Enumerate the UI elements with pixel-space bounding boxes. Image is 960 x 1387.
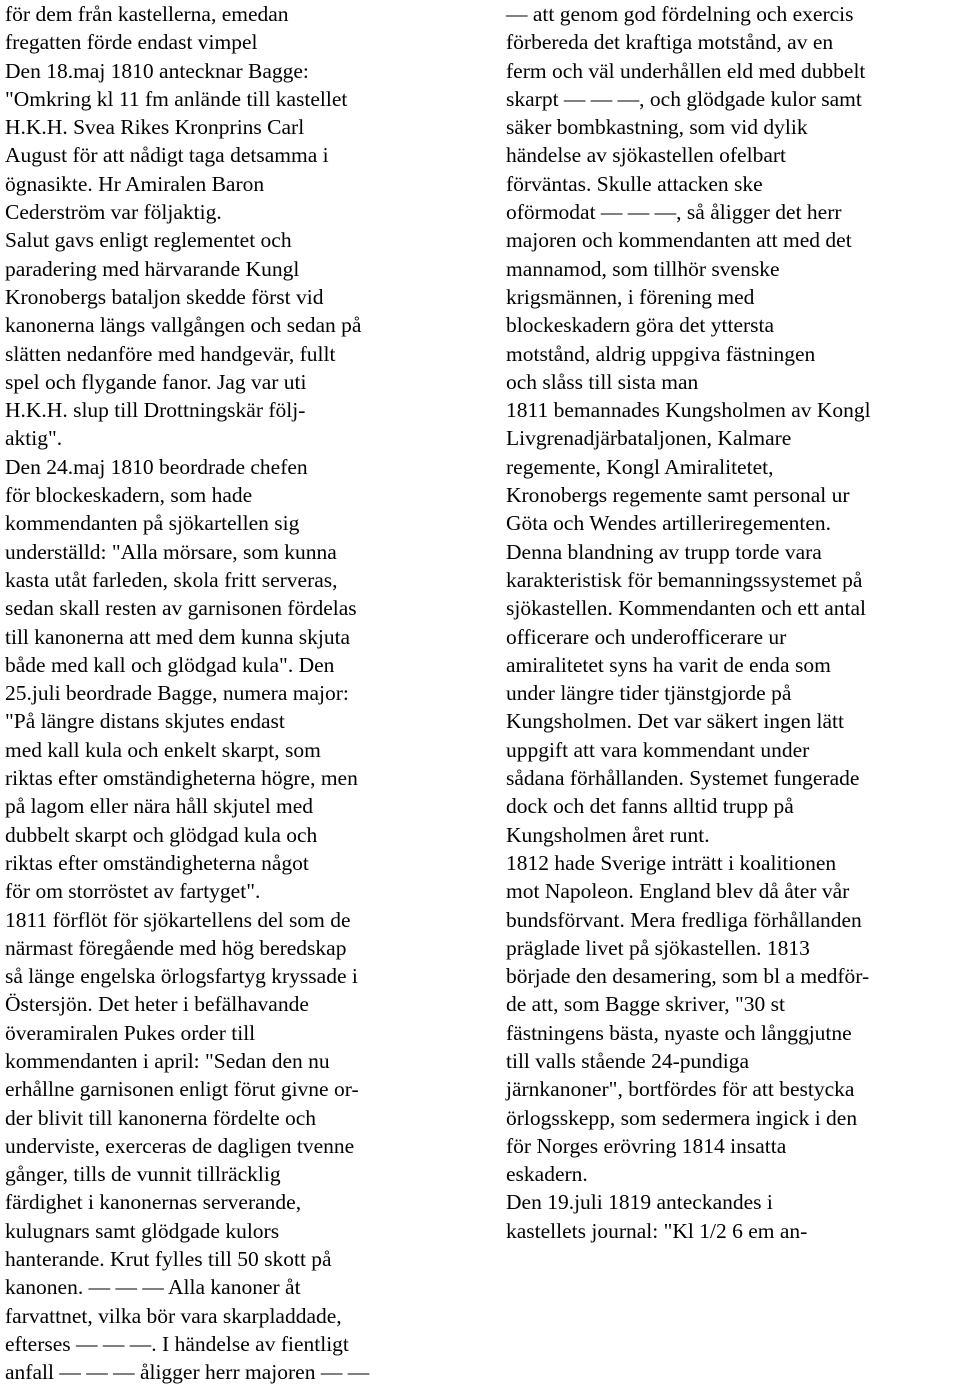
left-column-line: Den 24.maj 1810 beordrade chefen [5,454,308,479]
left-column-line: dubbelt skarpt och glödgad kula och [5,822,318,847]
right-column-line: till valls stående 24-pundiga [506,1048,750,1073]
left-column-line: kanonerna längs vallgången och sedan på [5,313,362,338]
right-column-line: Kungsholmen. Det var säkert ingen lätt [506,709,844,734]
right-column-line: 1812 hade Sverige inträtt i koalitionen [506,850,837,875]
left-column-line: der blivit till kanonerna fördelte och [5,1105,317,1130]
text-column-left [5,0,463,1387]
left-column-line: riktas efter omständigheterna högre, men [5,766,358,791]
left-column-line: spel och flygande fanor. Jag var uti [5,369,307,394]
right-column-line: — att genom god fördelning och exercis [506,2,854,26]
right-column-line: förväntas. Skulle attacken ske [506,171,763,196]
right-column-line: förbereda det kraftiga motstånd, av en [506,30,834,55]
right-column-line: kastellets journal: "Kl 1/2 6 em an- [506,1218,808,1243]
left-column-line: riktas efter omständigheterna något [5,850,309,875]
left-column-line: färdighet i kanonernas serverande, [5,1190,302,1215]
right-column-line: präglade livet på sjökastellen. 1813 [506,935,810,960]
right-column-line: händelse av sjökastellen ofelbart [506,143,786,168]
right-column-line: majoren och kommendanten att med det [506,228,852,253]
left-column-line: Östersjön. Det heter i befälhavande [5,992,309,1017]
right-column-line: Livgrenadjärbataljonen, Kalmare [506,426,792,451]
right-column-line: och slåss till sista man [506,369,699,394]
left-column-line: Den 18.maj 1810 antecknar Bagge: [5,58,309,83]
left-column-line: kommendanten på sjökartellen sig [5,511,300,536]
right-column-line: för Norges erövring 1814 insatta [506,1133,787,1158]
left-column-line: kulugnars samt glödgade kulors [5,1218,280,1243]
right-column-line: Denna blandning av trupp torde vara [506,539,822,564]
right-column-line: motstånd, aldrig uppgiva fästningen [506,341,816,366]
left-column-line: fregatten förde endast vimpel [5,30,258,55]
right-column-line: mannamod, som tillhör svenske [506,256,780,281]
text-column-right [506,0,960,1245]
left-column-line: slätten nedanföre med handgevär, fullt [5,341,336,366]
left-column-line: för om storröstet av fartyget". [5,879,261,904]
left-column-line: efterses — — —. I händelse av fientligt [5,1331,349,1356]
left-column-line: på lagom eller nära håll skjutel med [5,794,314,819]
left-column-line: H.K.H. slup till Drottningskär följ- [5,398,306,423]
right-column-line: mot Napoleon. England blev då åter vår [506,879,850,904]
left-column-line: gånger, tills de vunnit tillräcklig [5,1162,281,1187]
right-column-line: säker bombkastning, som vid dylik [506,115,808,140]
right-column-line: uppgift att vara kommendant under [506,737,810,762]
left-column-line: 25.juli beordrade Bagge, numera major: [5,681,349,706]
left-column-line: August för att nådigt taga detsamma i [5,143,329,168]
right-column-line: officerare och underofficerare ur [506,624,787,649]
right-column-line: oförmodat — — —, så åligger det herr [506,200,842,225]
left-column-line: Cederström var följaktig. [5,200,222,225]
left-column-line: med kall kula och enkelt skarpt, som [5,737,321,762]
left-column-line: underställd: "Alla mörsare, som kunna [5,539,337,564]
left-column-line: Kronobergs bataljon skedde först vid [5,284,324,309]
left-column-line: för dem från kastellerna, emedan [5,2,289,26]
right-column-line: karakteristisk för bemanningssystemet på [506,567,863,592]
left-column-line: både med kall och glödgad kula". Den [5,652,335,677]
left-column-line: paradering med härvarande Kungl [5,256,300,281]
left-column-line: farvattnet, vilka bör vara skarpladdade, [5,1303,342,1328]
right-column-line: Kungsholmen året runt. [506,822,710,847]
left-column-line: ögnasikte. Hr Amiralen Baron [5,171,265,196]
left-column-line: överamiralen Pukes order till [5,1020,256,1045]
left-column-line: sedan skall resten av garnisonen fördelas [5,596,357,621]
left-column-line: anfall — — — åligger herr majoren — — [5,1360,370,1385]
right-column-line: ferm och väl underhållen eld med dubbelt [506,58,866,83]
right-column-line: regemente, Kongl Amiralitetet, [506,454,774,479]
left-column-line: erhållne garnisonen enligt förut givne or- [5,1077,359,1102]
left-column-line: för blockeskadern, som hade [5,483,253,508]
left-column-line: Salut gavs enligt reglementet och [5,228,292,253]
right-column-line: Kronobergs regemente samt personal ur [506,483,850,508]
right-column-line: 1811 bemannades Kungsholmen av Kongl [506,398,871,423]
left-column-line: närmast föregående med hög beredskap [5,935,347,960]
left-column-line: till kanonerna att med dem kunna skjuta [5,624,351,649]
right-column-line: bundsförvant. Mera fredliga förhållanden [506,907,862,932]
left-column-line: så länge engelska örlogsfartyg kryssade i [5,964,358,989]
right-column-line: sjökastellen. Kommendanten och ett antal [506,596,867,621]
left-column-line: 1811 förflöt för sjökartellens del som de [5,907,351,932]
left-column-line: H.K.H. Svea Rikes Kronprins Carl [5,115,305,140]
left-column-line: "På längre distans skjutes endast [5,709,285,734]
left-column-line: aktig". [5,426,63,451]
right-column-line: örlogsskepp, som sedermera ingick i den [506,1105,858,1130]
left-column-line: underviste, exerceras de dagligen tvenne [5,1133,355,1158]
right-column-line: fästningens bästa, nyaste och långgjutne [506,1020,852,1045]
right-column-line: blockeskadern göra det yttersta [506,313,775,338]
left-column-line: kanonen. — — — Alla kanoner åt [5,1275,301,1300]
right-column-line: Göta och Wendes artilleriregementen. [506,511,832,536]
right-column-line: de att, som Bagge skriver, "30 st [506,992,786,1017]
left-column-line: "Omkring kl 11 fm anlände till kastellet [5,86,348,111]
right-column-line: började den desamering, som bl a medför- [506,964,870,989]
left-column-line: kommendanten i april: "Sedan den nu [5,1048,330,1073]
left-column-line: kasta utåt farleden, skola fritt serveras, [5,567,338,592]
right-column-line: järnkanoner", bortfördes för att bestycka [506,1077,855,1102]
right-column-line: eskadern. [506,1162,588,1187]
right-column-line: amiralitetet syns ha varit de enda som [506,652,831,677]
left-column-line: hanterande. Krut fylles till 50 skott på [5,1247,332,1272]
right-column-line: sådana förhållanden. Systemet fungerade [506,766,860,791]
right-column-line: skarpt — — —, och glödgade kulor samt [506,86,862,111]
right-column-line: under längre tider tjänstgjorde på [506,681,792,706]
right-column-line: Den 19.juli 1819 anteckandes i [506,1190,773,1215]
right-column-line: dock och det fanns alltid trupp på [506,794,794,819]
right-column-line: krigsmännen, i förening med [506,284,755,309]
